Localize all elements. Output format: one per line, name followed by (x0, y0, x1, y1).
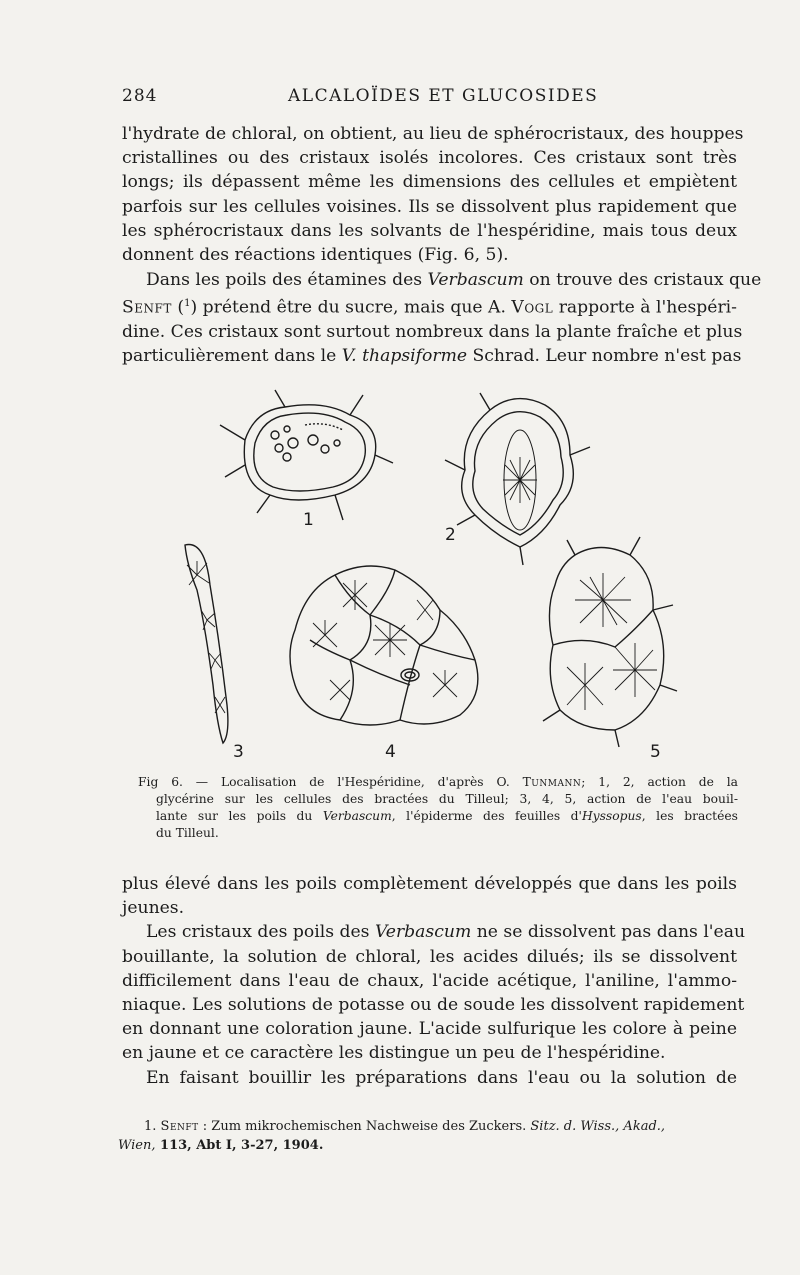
text-run: particulièrement dans le (122, 346, 342, 367)
text-run: 1. (144, 1119, 161, 1134)
running-header (122, 86, 737, 110)
drawing-1-bract-cell (220, 390, 393, 520)
footnote-marker: 1 (184, 298, 191, 310)
text-line: dine. Ces cristaux sont surtout nombreux dans la plante fraîche et plus (122, 322, 743, 343)
text-run: Schrad. Leur nombre n'est pas (467, 346, 742, 367)
text-line: en jaune et ce caractère les distingue un peu de l'hespéridine. (122, 1043, 666, 1064)
text-run: ) prétend être du sucre, mais que A. (190, 297, 512, 318)
text-line: difficilement dans l'eau de chaux, l'acide acétique, l'aniline, l'ammo- (122, 970, 737, 991)
text-run: ne se dissolvent pas dans l'eau (471, 922, 746, 943)
text-line: donnent des réactions identiques (Fig. 6, 5). (122, 245, 509, 266)
species-name: V. thapsiforme (341, 346, 468, 367)
author-name: Vogl (511, 297, 554, 318)
genus-name: Hyssopus (581, 809, 642, 823)
text-run: , les bractées (641, 809, 738, 823)
text-line (122, 920, 746, 944)
text-line: cristallines ou des cristaux isolés incolores. Ces cristaux sont très (122, 148, 737, 169)
text-line: l'hydrate de chloral, on obtient, au lieu de sphérocristaux, des houppes (122, 124, 744, 144)
figure-label-3: 3 (233, 742, 244, 762)
footnote-line (118, 1136, 738, 1155)
figure-label-4: 4 (385, 742, 396, 762)
paragraph-3 (122, 872, 746, 1090)
text-run: rapporte à l'hespéri- (553, 297, 737, 318)
author-name: Tunmann (522, 775, 582, 789)
text-run: on trouve des cristaux que (523, 270, 762, 290)
drawing-2-bract-cell (445, 393, 590, 565)
figure-6 (175, 385, 715, 770)
journal-name: Sitz. d. Wiss., Akad., (530, 1119, 666, 1134)
author-name: Senft (122, 297, 172, 318)
text-line (122, 344, 742, 368)
caption-line (138, 774, 738, 791)
paragraph-1 (122, 122, 744, 267)
text-line: jeunes. (122, 898, 185, 919)
figure-label-1: 1 (303, 510, 314, 530)
text-line: en donnant une coloration jaune. L'acide sulfurique les colore à peine (122, 1019, 737, 1040)
text-run: , l'épiderme des feuilles d' (391, 809, 582, 823)
footnote-line (118, 1117, 738, 1136)
figure-drawing (175, 385, 715, 770)
text-line (122, 268, 762, 292)
figure-caption (138, 774, 738, 842)
text-run: lante sur les poils du (156, 809, 323, 823)
paragraph-2 (122, 268, 762, 369)
caption-line: du Tilleul. (156, 826, 219, 840)
text-line: En faisant bouillir les préparations dans l'eau ou la solution de (146, 1067, 737, 1088)
caption-line (138, 808, 738, 825)
text-line: longs; ils dépassent même les dimensions des cellules et empiètent (122, 172, 737, 193)
text-line: parfois sur les cellules voisines. Ils se dissolvent plus rapidement que (122, 196, 737, 217)
author-name: Senft (160, 1119, 199, 1134)
text-run: Dans les poils des étamines des (146, 270, 428, 290)
text-line (122, 292, 737, 320)
text-line: niaque. Les solutions de potasse ou de soude les dissolvent rapidement (122, 995, 745, 1016)
text-run: : Zum mikrochemischen Nachweise des Zuckers. (198, 1119, 531, 1134)
drawing-4-epidermis (290, 566, 478, 725)
page-number: 284 (122, 86, 158, 106)
footnote (118, 1117, 738, 1155)
text-line: plus élevé dans les poils complètement développés que dans les poils (122, 874, 737, 894)
text-line: les sphérocristaux dans les solvants de l'hespéridine, mais tous deux (122, 220, 737, 241)
genus-name: Verbascum (322, 809, 392, 823)
text-run: 113, Abt I, 3-27, 1904. (155, 1138, 324, 1153)
journal-name: Wien, (118, 1138, 156, 1153)
text-run: ( (171, 297, 185, 318)
genus-name: Verbascum (374, 922, 472, 943)
text-line: bouillante, la solution de chloral, les acides dilués; ils se dissolvent (122, 946, 737, 967)
drawing-3-hair (185, 545, 228, 744)
text-run: ; 1, 2, action de la (581, 775, 739, 789)
text-run: Fig 6. — Localisation de l'Hespéridine, d'après O. (138, 775, 523, 789)
running-title: ALCALOÏDES ET GLUCOSIDES (288, 86, 599, 106)
drawing-5-bract-cells (543, 537, 677, 747)
figure-label-2: 2 (445, 525, 456, 545)
genus-name: Verbascum (427, 270, 524, 290)
caption-line: glycérine sur les cellules des bractées du Tilleul; 3, 4, 5, action de l'eau bouil- (156, 792, 738, 806)
text-run: Les cristaux des poils des (146, 922, 375, 943)
figure-label-5: 5 (650, 742, 661, 762)
